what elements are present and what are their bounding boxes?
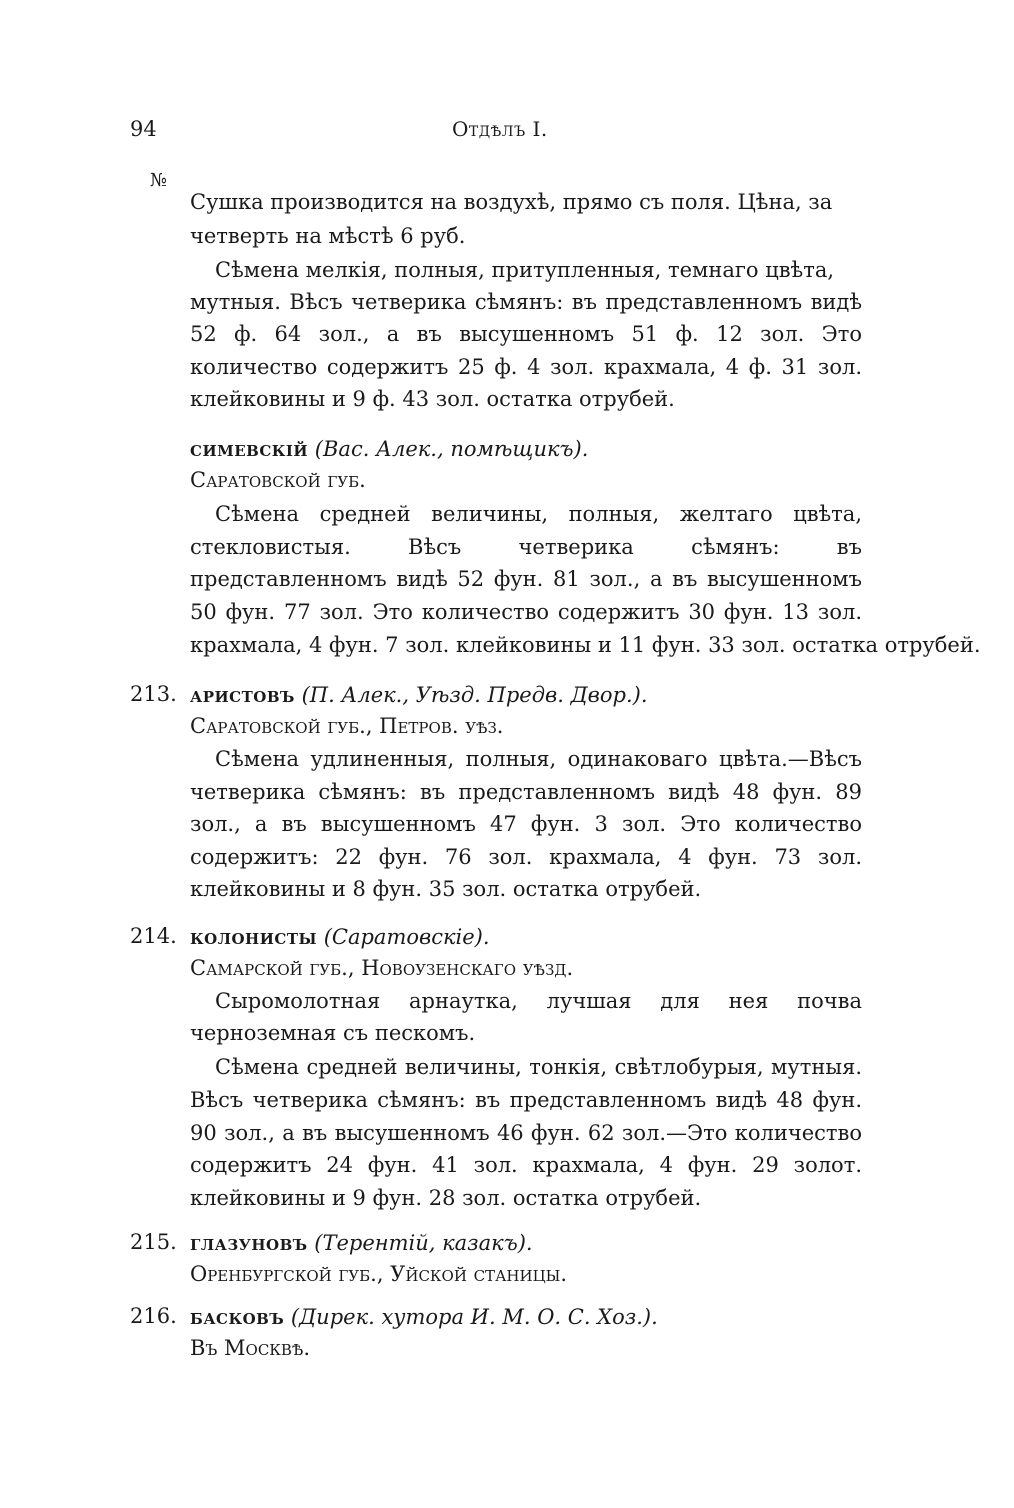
- entry-text-line: Сыромолотная арнаутка, лучшая для нея почва: [215, 989, 862, 1013]
- entry-text-line: Сѣмена средней величины, полныя, желтаго цвѣта,: [215, 502, 862, 526]
- entry-role: (Дирек. хутора И. М. О. С. Хоз.).: [290, 1305, 658, 1329]
- entry-number: 213.: [130, 682, 177, 706]
- entry-location: Въ Москвѣ.: [190, 1336, 311, 1360]
- running-header: Отдѣлъ I.: [452, 117, 548, 141]
- page-number: 94: [130, 117, 157, 141]
- entry-location: Саратовской губ., Петров. уѣз.: [190, 714, 504, 738]
- entry-text-line: Сѣмена средней величины, тонкія, свѣтлобурыя, мутныя.: [215, 1055, 862, 1079]
- entry-text-line: 50 фун. 77 зол. Это количество содержитъ 30 фун. 13 зол.: [190, 600, 862, 624]
- entry-text-line: зол., а въ высушенномъ 47 фун. 3 зол. Это количество: [190, 812, 862, 836]
- entry-name: симевскій: [190, 436, 309, 461]
- entry-text-line: представленномъ видѣ 52 фун. 81 зол., а въ высушенномъ: [190, 567, 862, 591]
- entry-role: (Терентій, казакъ).: [314, 1231, 533, 1255]
- intro-drying-line-2: четверть на мѣстѣ 6 руб.: [190, 224, 466, 248]
- entry-text-line: содержитъ 24 фун. 41 зол. крахмала, 4 фун. 29 золот.: [190, 1153, 862, 1177]
- entry-name: колонисты: [190, 924, 318, 949]
- entry-heading: [190, 924, 862, 949]
- entry-role: (Саратовскіе).: [323, 925, 490, 949]
- entry-heading: [190, 436, 862, 461]
- entry-text-line: четверика сѣмянъ: въ представленномъ видѣ 48 фун. 89: [190, 780, 862, 804]
- entry-number: 215.: [130, 1230, 177, 1254]
- entry-text-line: Вѣсъ четверика сѣмянъ: въ представленномъ видѣ 48 фун.: [190, 1088, 862, 1112]
- intro-seeds-line-1: Сѣмена мелкія, полныя, притупленныя, темнаго цвѣта,: [215, 258, 835, 282]
- intro-drying-line-1: Сушка производится на воздухѣ, прямо съ поля. Цѣна, за: [190, 190, 833, 214]
- intro-seeds-line-4: количество содержитъ 25 ф. 4 зол. крахмала, 4 ф. 31 зол.: [190, 355, 862, 379]
- entry-role: (Вас. Алек., помѣщикъ).: [314, 437, 589, 461]
- intro-seeds-line-5: клейковины и 9 ф. 43 зол. остатка отрубей.: [190, 387, 675, 411]
- entry-name: аристовъ: [190, 682, 295, 707]
- entry-text-line: стекловистыя. Вѣсъ четверика сѣмянъ: въ: [190, 535, 862, 559]
- entry-name: басковъ: [190, 1304, 285, 1329]
- entry-text-line: Сѣмена удлиненныя, полныя, одинаковаго цвѣта.—Вѣсъ: [215, 747, 862, 771]
- entry-text-line: клейковины и 8 фун. 35 зол. остатка отрубей.: [190, 877, 702, 901]
- entry-text-line: клейковины и 9 фун. 28 зол. остатка отрубей.: [190, 1186, 702, 1210]
- entry-name: глазуновъ: [190, 1230, 308, 1255]
- number-sign: №: [150, 170, 168, 191]
- entry-text-line: крахмала, 4 фун. 7 зол. клейковины и 11 фун. 33 зол. остатка отрубей.: [190, 633, 981, 657]
- entry-number: 216.: [130, 1304, 177, 1328]
- entry-location: Саратовской губ.: [190, 468, 366, 492]
- entry-number: 214.: [130, 924, 177, 948]
- intro-seeds-line-2: мутныя. Вѣсъ четверика сѣмянъ: въ представленномъ видѣ: [190, 290, 862, 314]
- entry-location: Самарской губ., Новоузенскаго уѣзд.: [190, 956, 574, 980]
- entry-role: (П. Алек., Уѣзд. Предв. Двор.).: [301, 683, 648, 707]
- entry-heading: [190, 1304, 862, 1329]
- entry-text-line: содержитъ: 22 фун. 76 зол. крахмала, 4 фун. 73 зол.: [190, 845, 862, 869]
- entry-text-line: 90 зол., а въ высушенномъ 46 фун. 62 зол.—Это количество: [190, 1121, 862, 1145]
- intro-seeds-line-3: 52 ф. 64 зол., а въ высушенномъ 51 ф. 12 зол. Это: [190, 322, 862, 346]
- entry-heading: [190, 682, 862, 707]
- entry-text-line: черноземная съ пескомъ.: [190, 1021, 476, 1045]
- entry-heading: [190, 1230, 862, 1255]
- entry-location: Оренбургской губ., Уйской станицы.: [190, 1262, 568, 1286]
